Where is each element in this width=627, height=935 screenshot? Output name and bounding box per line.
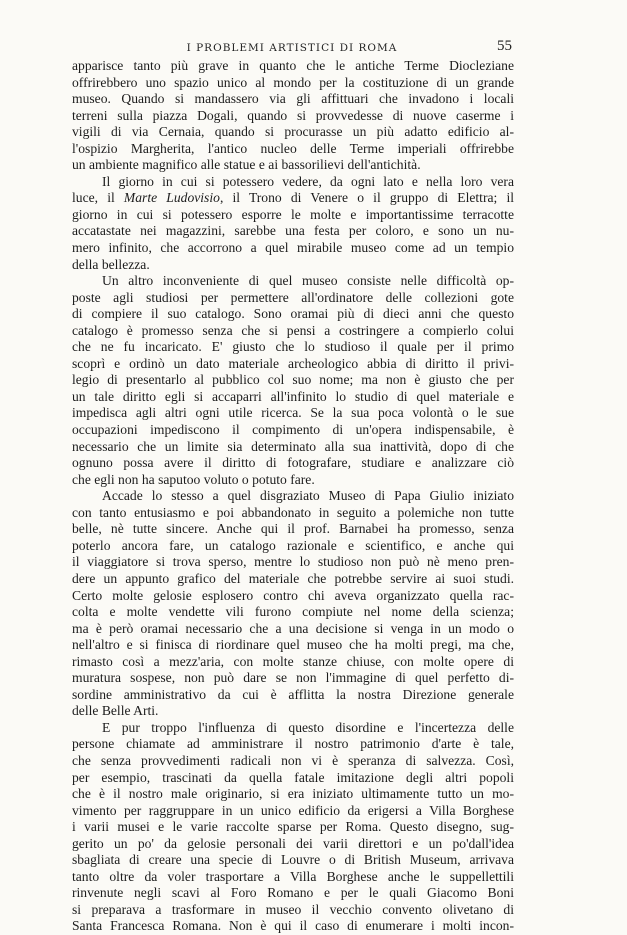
text-line: un ambiente magnifico alle statue e ai bassorilievi dell'antichità. [72, 157, 421, 173]
text-line: della bellezza. [72, 256, 150, 272]
text-line: ma è però oramai necessario che a una decisione si venga in un modo o [72, 620, 514, 636]
text-line: impedisca agli altri ogni utile ricerca. Se la sua poca volontà o le sue [72, 405, 514, 421]
text-line: poterlo ancora fare, un catalogo razionale e scientifico, e anche qui [72, 537, 514, 553]
text-line: Accade lo stesso a quel disgraziato Museo di Papa Giulio iniziato [102, 488, 514, 504]
text-line: l'ospizio Margherita, l'antico nucleo delle Terme imperiali offrirebbe [72, 140, 514, 156]
text-line: che è il nostro male originario, si era iniziato ultimamente tutto un mo- [72, 786, 514, 802]
text-line: offrirebbero uno spazio unico al mondo per la costituzione di un grande [72, 74, 514, 90]
text-line: Certo molte gelosie esplosero contro chi aveva organizzato quella rac- [72, 587, 514, 603]
text-line: belle, nè tutte sincere. Anche qui il prof. Barnabei ha promesso, senza [72, 521, 514, 537]
text-line: sordine amministrativo da cui è afflitta la nostra Direzione generale [72, 686, 514, 702]
text-line: vigili di via Cernaia, quando si procurasse un più adatto edificio al- [72, 124, 514, 140]
text-line: dere un appunto grafico del materiale che potrebbe servire ai suoi studi. [72, 570, 514, 586]
text-line: Un altro inconveniente di quel museo consiste nelle difficoltà op- [102, 273, 514, 289]
text-line: E pur troppo l'influenza di questo disordine e l'incertezza delle [102, 719, 514, 735]
text-line: giorno in cui si potessero esporre le molte e importantissime terracotte [72, 206, 514, 222]
text-line: apparisce tanto più grave in quanto che le antiche Terme Diocleziane [72, 58, 514, 73]
text-line: poste agli studiosi per permettere all'ordinatore delle collezioni gote [72, 289, 514, 305]
text-line: Santa Francesca Romana. Non è qui il caso di enumerare i molti incon- [72, 918, 514, 934]
text-line: vimento per raggruppare in un unico edificio da erigersi a Villa Borghese [72, 802, 514, 818]
text-line: con tanto entusiasmo e poi abbandonato in seguito a polemiche non tutte [72, 504, 514, 520]
body-text [72, 58, 514, 935]
text-line: mero infinito, che accorrono a quel mirabile museo come ad un tempio [72, 240, 514, 256]
text-line: persone chiamate ad amministrare il nostro patrimonio d'arte è tale, [72, 736, 514, 752]
text-line: che egli non ha saputoo voluto o potuto fare. [72, 471, 315, 487]
text-line: Il giorno in cui si potessero vedere, da ogni lato e nella loro vera [102, 173, 514, 189]
text-line: rinvenute negli scavi al Foro Romano e per le quali Giacomo Boni [72, 885, 514, 901]
text-line: si preparava a trasformare in museo il vecchio convento olivetano di [72, 901, 514, 917]
text-line: tanto oltre da voler trasportare a Villa Borghese anche le suppellettili [72, 868, 514, 884]
text-line: nell'altro e si finisca di riordinare quel museo che ha molti pregi, ma che, [72, 637, 514, 653]
text-line: accatastate nei magazzini, sarebbe una festa per coloro, e sono un nu- [72, 223, 514, 239]
running-title: I PROBLEMI ARTISTICI DI ROMA [186, 42, 398, 54]
text-line: un tale diritto egli si accaparri all'infinito lo studio di quel materiale e [72, 388, 514, 404]
text-line: colta e molte vendette vili furono compiute nel nome della scienza; [72, 604, 514, 620]
text-line: museo. Quando si mandassero via gli affittuari che invadono i locali [72, 91, 514, 107]
text-line: necessario che un limite sia determinato alla sua inattività, dopo di che [72, 438, 514, 454]
page-number: 55 [497, 38, 512, 54]
text-line: sbagliata di creare una specie di Louvre o di British Museum, arrivava [72, 852, 514, 868]
text-line: luce, il Marte Ludovisio, il Trono di Venere o il gruppo di Elettra; il [72, 190, 515, 206]
text-line: muratura sospese, non può dare se non l'immagine di quel perfetto di- [72, 670, 514, 686]
text-line: delle Belle Arti. [72, 703, 159, 719]
text-line: per esempio, trascinati da quella fatale imitazione degli altri popoli [72, 769, 514, 785]
text-line: che ne fu incaricato. E' giusto che lo studioso il quale per il primo [72, 339, 514, 355]
text-line: catalogo è promesso senza che si pensi a costringere a compierlo colui [72, 322, 514, 338]
text-line: gerito un po' da gelosie personali dei varii direttori e un po'dall'idea [72, 835, 514, 851]
text-line: i varii musei e le varie raccolte sparse per Roma. Questo disegno, sug- [72, 819, 514, 835]
text-line: legio di presentarlo al pubblico col suo nome; ma non è giusto che per [72, 372, 514, 388]
text-line: rimasto così a mezz'aria, con molte stanze chiuse, con molte opere di [72, 653, 514, 669]
text-line: scoprì e ordinò un dato materiale archeologico abbia di diritto il privi- [72, 355, 514, 371]
text-line: ognuno possa avere il diritto di fotografare, studiare e analizzare ciò [72, 455, 514, 471]
text-line: occupazioni impediscono il compimento di un'opera indispensabile, è [72, 422, 514, 438]
page-header [72, 38, 512, 58]
text-line: di compiere il suo catalogo. Sono oramai più di dieci anni che questo [72, 306, 514, 322]
text-line: che senza provvedimenti radicali non vi è speranza di salvezza. Così, [72, 752, 514, 768]
text-line: il viaggiatore si trova sperso, mentre lo studioso non può nè meno pren- [72, 554, 514, 570]
text-line: terreni sulla piazza Dogali, quando si provvedesse di nuove caserme i [72, 107, 514, 123]
